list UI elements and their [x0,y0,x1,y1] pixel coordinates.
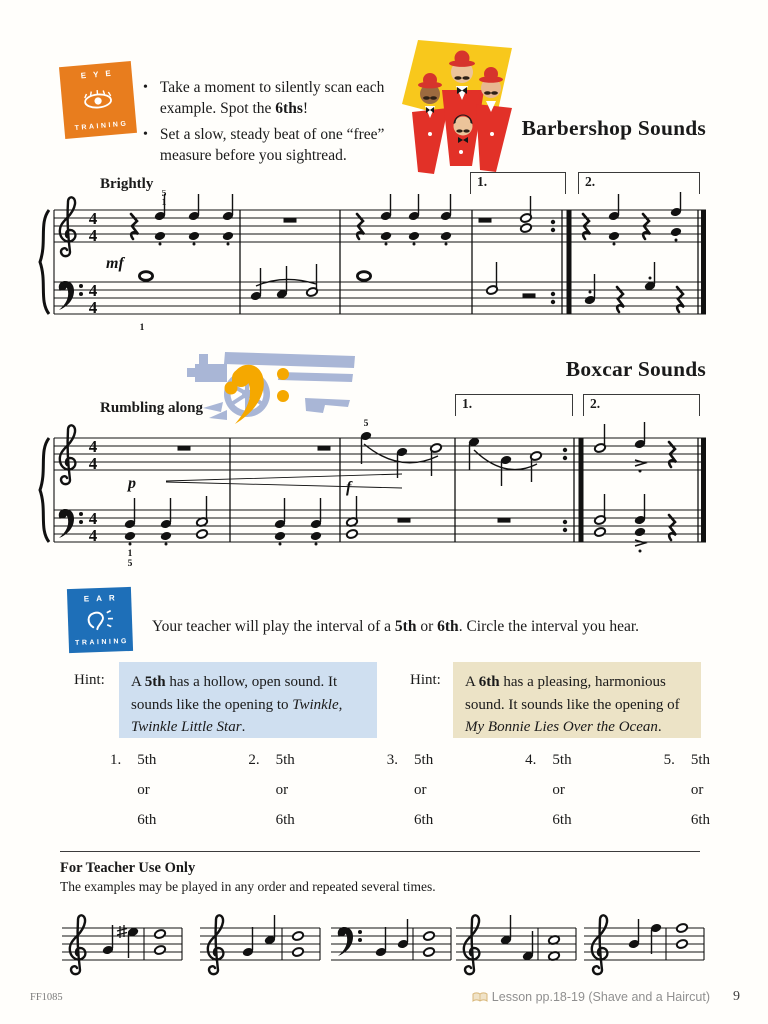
boxcar-tempo: Rumbling along [100,400,203,416]
divider-rule [60,851,700,852]
teacher-example-2 [194,903,324,981]
interval-choices [110,752,710,829]
svg-text:5: 5 [363,419,369,429]
svg-text:4: 4 [88,526,98,545]
second-ending-box [583,394,700,416]
dynamic-mf: mf [106,255,124,272]
svg-text:4: 4 [88,281,98,300]
boxcar-grand-staff [34,418,736,570]
choice-number: 1. [110,752,122,768]
svg-text:1: 1 [139,323,145,333]
time-signature: 4 [88,209,98,228]
bullet-dot: • [143,80,148,95]
svg-text:4: 4 [88,509,98,528]
footer-lesson-text: Lesson pp.18-19 (Shave and a Haircut) [491,990,710,1004]
first-ending-label: 1. [462,396,473,411]
bullet-dot: • [143,127,148,142]
ear-icon [85,608,116,633]
choice-number: 2. [248,752,260,768]
second-ending-label: 2. [585,174,596,189]
barbershop-quartet-illustration [392,32,530,178]
hint-box-5th: A 5th has a hollow, open sound. It sounds like the opening to Twinkle, Twinkle Little Star. [119,662,377,738]
page-number: 9 [733,989,740,1004]
svg-text:4: 4 [88,226,98,245]
eye-badge-top-label: EYE [80,68,119,81]
second-ending-label: 2. [590,396,601,411]
teacher-example-1 [56,903,186,981]
staff-brace [40,438,49,542]
choice-6th: 6th [137,812,157,828]
teacher-example-5 [578,903,708,981]
ear-badge-bottom-label: TRAINING [75,638,130,647]
bullet-text: Take a moment to silently scan each example. Spot the 6ths! [159,79,385,118]
interval-choice-1: 1. 5th or 6th [110,752,157,828]
choice-number: 4. [525,752,537,768]
choice-5th: 5th [275,752,295,768]
first-ending-box [455,394,573,416]
boxcar-title: Boxcar Sounds [565,357,706,381]
teacher-section-heading: For Teacher Use Only [60,860,196,876]
choice-5th: 5th [137,752,157,768]
bullet-text: Set a slow, steady beat of one “free” measure before you sightread. [159,126,385,165]
interval-choice-4: 4. 5th or 6th [525,752,572,828]
teacher-example-3 [325,903,455,981]
choice-5th: 5th [552,752,572,768]
svg-text:4: 4 [88,454,98,473]
ear-training-badge [67,587,133,653]
choice-5th: 5th [414,752,434,768]
choice-6th: 6th [414,812,434,828]
svg-text:5: 5 [127,559,133,569]
bullet-item [143,124,411,167]
fingering-number: 5 [161,190,167,199]
choice-number: 5. [663,752,675,768]
choice-6th: 6th [690,812,710,828]
interval-choice-2: 2. 5th or 6th [248,752,295,828]
teacher-section-note: The examples may be played in any order and repeated several times. [60,879,436,894]
barbershop-tempo: Brightly [100,176,154,192]
interval-choice-5: 5. 5th or 6th [663,752,710,828]
open-book-icon [472,992,488,1003]
boxcar-bass-clef-illustration [185,346,360,428]
interval-choice-3: 3. 5th or 6th [386,752,434,828]
time-signature: 4 [88,437,98,456]
catalog-number: FF1085 [30,992,63,1003]
footer-lesson-reference [472,990,710,1004]
crescendo-hairpin [166,474,402,488]
choice-6th: 6th [275,812,295,828]
hint-box-6th: A 6th has a pleasing, harmonious sound. It sounds like the opening of My Bonnie Lies Over the Ocean. [453,662,701,738]
ear-badge-top-label: EAR [83,593,122,604]
teacher-example-4 [450,903,580,981]
first-ending-label: 1. [477,174,488,189]
eye-icon [80,89,116,114]
svg-text:4: 4 [88,298,98,317]
choice-number: 3. [386,752,399,768]
treble-clef-icon [60,197,76,256]
choice-5th: 5th [690,752,710,768]
hint-label: Hint: [410,672,441,688]
dynamic-p: p [128,475,136,492]
svg-text:1: 1 [161,198,167,208]
staff-brace [40,210,49,314]
eye-training-badge [59,61,137,139]
choice-6th: 6th [552,812,572,828]
eye-badge-bottom-label: TRAINING [74,120,129,133]
barbershop-grand-staff [34,190,736,340]
bullet-item [143,77,411,120]
dynamic-f: f [346,479,352,496]
fingering-number: 1 [127,549,133,559]
ear-training-instruction: Your teacher will play the interval of a 5th or 6th. Circle the interval you hear. [152,618,640,635]
barbershop-title: Barbershop Sounds [521,116,706,140]
hint-label: Hint: [74,672,105,688]
